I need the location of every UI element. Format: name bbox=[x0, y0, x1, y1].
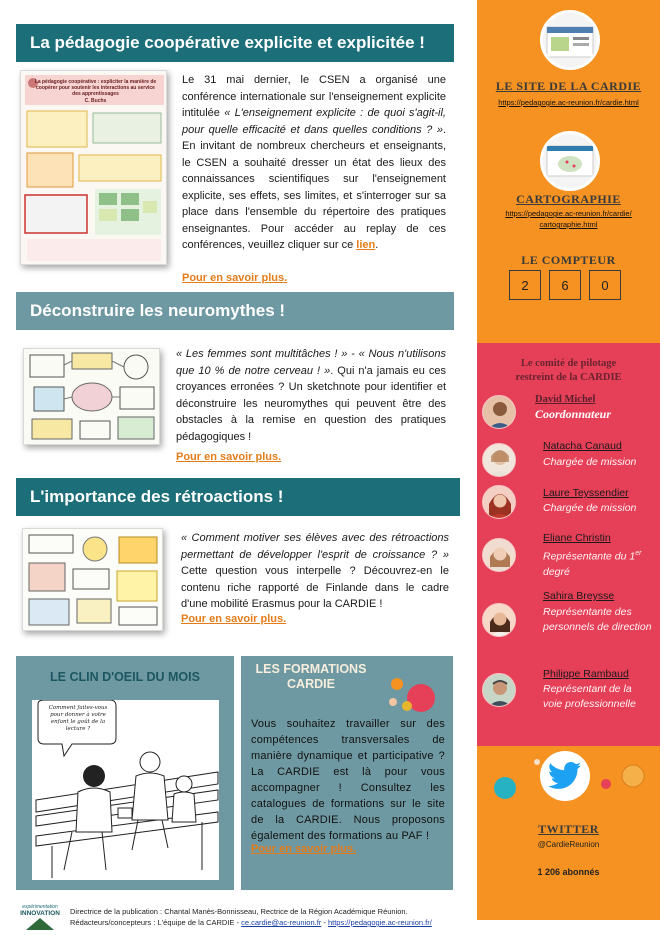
counter-digit: 6 bbox=[549, 270, 581, 300]
member-role: Coordonnateur bbox=[535, 407, 612, 421]
sketchnote-illustration bbox=[23, 529, 163, 631]
section-banner-neuromythes bbox=[16, 292, 454, 330]
counter-digit: 0 bbox=[589, 270, 621, 300]
site-cardie-url[interactable]: https://pedagogie.ac-reunion.fr/cardie.html bbox=[498, 98, 639, 107]
neuromythes-text: « Les femmes sont multitâches ! » - « Nous n'utilisons que 10 % de notre cerveau ! ». Qui n'a jamais eu ces croyances erronées ? Un sketchnote pour identifier et déconstruire les neuromythes qui peuvent être des obstacles à la remise en question des pratiques pédagogiques ! bbox=[176, 348, 446, 443]
logo-shape bbox=[26, 918, 54, 930]
logo-text-small: expérimentation bbox=[22, 904, 58, 910]
member-name[interactable]: Laure Teyssendier bbox=[543, 487, 629, 499]
twitter-handle[interactable]: @CardieReunion bbox=[537, 840, 600, 849]
person-icon bbox=[483, 539, 516, 572]
avatar bbox=[482, 538, 516, 572]
cartoon-frame bbox=[32, 700, 219, 880]
member-role: Représentant de la voie professionnelle bbox=[543, 683, 636, 710]
avatar bbox=[482, 673, 516, 707]
retroactions-more-link[interactable]: Pour en savoir plus. bbox=[181, 613, 287, 625]
replay-link[interactable]: lien bbox=[356, 239, 376, 251]
twitter-logo-circle[interactable] bbox=[540, 751, 590, 801]
comite-title: Le comité de pilotage restreint de la CARDIE bbox=[515, 358, 622, 383]
site-preview-icon bbox=[543, 13, 597, 67]
footer-email-link[interactable]: ce.cardie@ac-reunion.fr bbox=[241, 918, 322, 927]
section-banner-retroactions bbox=[16, 478, 460, 516]
member-name[interactable]: Sahira Breysse bbox=[543, 590, 615, 602]
cartographie-link[interactable]: CARTOGRAPHIE bbox=[516, 192, 621, 206]
pedagogie-more-link[interactable]: Pour en savoir plus. bbox=[182, 272, 288, 284]
neuromythes-more-link[interactable]: Pour en savoir plus. bbox=[176, 451, 282, 463]
site-preview-thumbnail[interactable] bbox=[540, 10, 600, 70]
member-role: Chargée de mission bbox=[543, 456, 637, 468]
twitter-bird-icon bbox=[548, 762, 582, 790]
avatar bbox=[482, 395, 516, 429]
formations-more-link[interactable]: Pour en savoir plus. bbox=[251, 843, 357, 855]
section-banner-pedagogie bbox=[16, 24, 454, 62]
counter-title: LE COMPTEUR bbox=[521, 253, 616, 267]
avatar bbox=[482, 485, 516, 519]
pedagogie-text: Le 31 mai dernier, le CSEN a organisé une conférence internationale sur l'enseignement explicite intitulée « L'enseignement explicite : de quoi s'agit-il, pour quelle efficacité et dans quelles conditions ? ». En invitant de nombreux chercheurs et enseignants, le CSEN a souhaité dresser un état des lieux des connaissances scientifiques sur l'enseignement explicite, ses effets, ses limites, et s'interroger sur sa place dans l'ensemble du répertoire des pratiques enseignantes. Pour accéder au replay de ces conférences, veuillez cliquer sur ce lien. bbox=[182, 74, 446, 251]
site-cardie-link[interactable]: LE SITE DE LA CARDIE bbox=[495, 79, 642, 93]
footer-line-1: Directrice de la publication : Chantal Manès-Bonnisseau, Rectrice de la Région Académique Réunion. bbox=[70, 907, 408, 916]
member-role: Représentante des personnels de direction bbox=[543, 606, 652, 633]
person-icon bbox=[483, 444, 516, 477]
person-icon bbox=[483, 674, 516, 707]
formations-title: LES FORMATIONS CARDIE bbox=[255, 662, 367, 691]
innovation-logo bbox=[16, 904, 64, 936]
person-icon bbox=[483, 396, 516, 429]
retroactions-thumbnail[interactable] bbox=[22, 528, 163, 631]
section-title: La pédagogie coopérative explicite et explicitée ! bbox=[30, 33, 425, 52]
member-name[interactable]: David Michel bbox=[535, 394, 596, 405]
formations-box bbox=[241, 656, 453, 890]
twitter-link[interactable]: TWITTER bbox=[538, 822, 599, 836]
counter-digit: 2 bbox=[509, 270, 541, 300]
thumb-author: C. Buchs bbox=[84, 98, 107, 104]
person-icon bbox=[483, 604, 516, 637]
footer-line-2: Rédacteurs/concepteurs : L'équipe de la CARDIE - ce.cardie@ac-reunion.fr - https://pedagogie.ac-reunion.fr/ bbox=[70, 918, 432, 927]
thumb-caption: La pédagogie coopérative : expliciter la manière de coopérer pour soutenir les interactions au service des apprentissages bbox=[34, 79, 157, 97]
avatar bbox=[482, 443, 516, 477]
member-name[interactable]: Eliane Christin bbox=[543, 532, 611, 544]
clin-oeil-title: LE CLIN D'OEIL DU MOIS bbox=[50, 670, 200, 684]
footer bbox=[70, 906, 432, 928]
member-role: Représentante du 1er degré bbox=[543, 550, 642, 578]
footer-site-link[interactable]: https://pedagogie.ac-reunion.fr/ bbox=[327, 918, 432, 927]
twitter-followers: 1 206 abonnés bbox=[537, 867, 600, 877]
twitter-panel bbox=[477, 746, 660, 920]
map-preview-icon bbox=[543, 134, 597, 188]
cartographie-thumbnail[interactable] bbox=[540, 131, 600, 191]
logo-text-main: INNOVATION bbox=[20, 910, 60, 917]
member-name[interactable]: Natacha Canaud bbox=[543, 440, 622, 452]
neuromythes-thumbnail[interactable] bbox=[23, 348, 160, 445]
section-title: L'importance des rétroactions ! bbox=[30, 487, 284, 506]
member-name[interactable]: Philippe Rambaud bbox=[543, 668, 629, 680]
sidebar-top bbox=[477, 0, 660, 343]
formations-text: Vous souhaitez travailler sur des compétences transversales de manière dynamique et participative ? La CARDIE est là pour vous accompagner ! Consultez les catalogues de formations sur le site de la CARDIE. Nous proposons également des formations au PAF ! bbox=[251, 718, 445, 842]
avatar bbox=[482, 603, 516, 637]
clin-oeil-box bbox=[16, 656, 234, 890]
cartographie-url-2[interactable]: cartographie.html bbox=[539, 220, 598, 229]
person-icon bbox=[483, 486, 516, 519]
cartographie-url-1[interactable]: https://pedagogie.ac-reunion.fr/cardie/ bbox=[505, 209, 632, 218]
section-title: Déconstruire les neuromythes ! bbox=[30, 301, 286, 320]
retroactions-text: « Comment motiver ses élèves avec des rétroactions permettant de développer l'esprit de croissance ? » Cette question vous interpelle ? Découvrez-en le contenu riche rapporté de Finlande dans le cadre d'une mobilité Erasmus pour la CARDIE ! bbox=[181, 532, 449, 610]
sketchnote-illustration bbox=[24, 349, 160, 445]
comite-panel bbox=[477, 343, 660, 746]
member-role: Chargée de mission bbox=[543, 502, 637, 514]
speech-bubble-text: Comment faites-vous pour donner à votre enfant le goût de la lecture ? bbox=[48, 705, 108, 732]
pedagogie-thumbnail[interactable] bbox=[20, 70, 167, 265]
